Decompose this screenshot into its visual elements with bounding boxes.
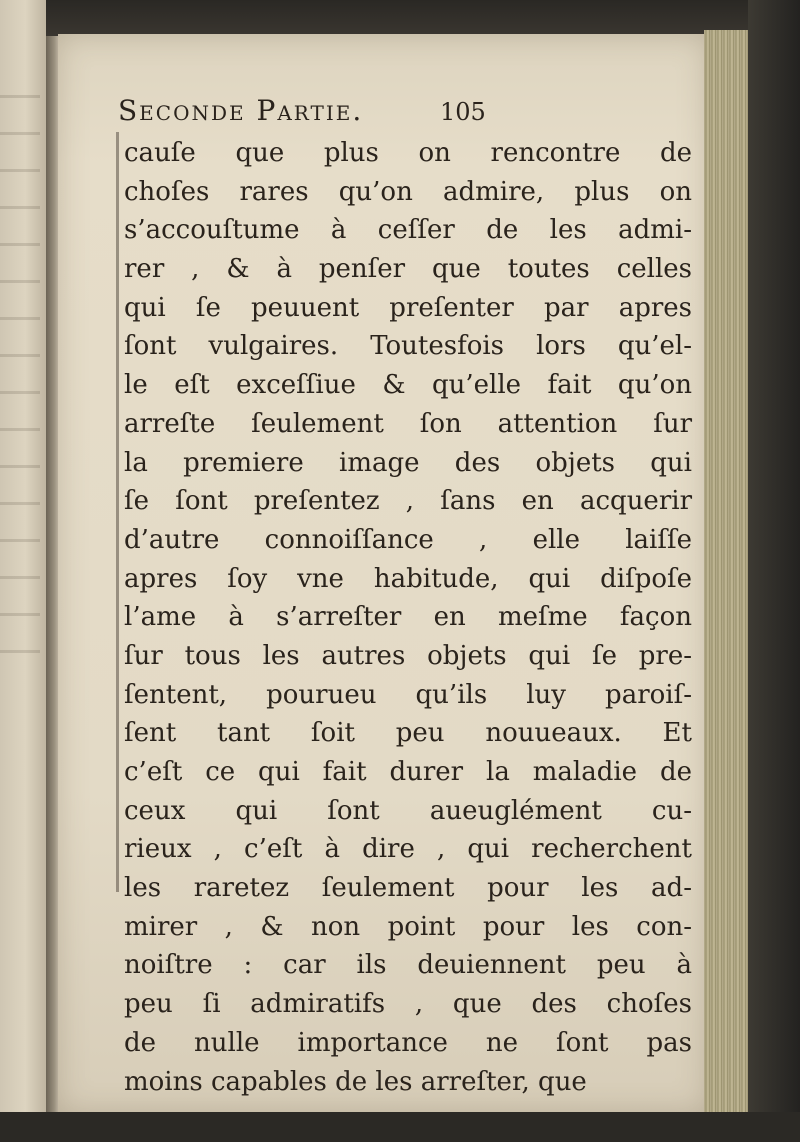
page-number: 105 bbox=[440, 98, 486, 126]
text-line: d’autre connoiſſance , elle laiſſe bbox=[124, 524, 692, 555]
text-line: la premiere image des objets qui bbox=[124, 447, 692, 478]
text-line: rieux , c’eſt à dire , qui recherchent bbox=[124, 834, 692, 865]
text-line: ſent tant ſoit peu nouueaux. Et bbox=[124, 718, 692, 749]
facing-page-edge bbox=[0, 0, 46, 1142]
text-line: ſe ſont preſentez , ſans en acquerir bbox=[124, 486, 692, 517]
text-line: cauſe que plus on rencontre de bbox=[124, 138, 692, 168]
text-line: l’ame à s’arreſter en meſme façon bbox=[124, 602, 692, 633]
margin-rule bbox=[116, 132, 119, 892]
text-line: ſentent, pourueu qu’ils luy paroiſ- bbox=[124, 679, 692, 710]
text-line: c’eſt ce qui fait durer la maladie de bbox=[124, 757, 692, 787]
text-line: le eſt exceſſiue & qu’elle fait qu’on bbox=[124, 370, 692, 401]
text-line: mirer , & non point pour les con- bbox=[124, 911, 692, 942]
text-line: moins capables de les arreſter, que bbox=[124, 1066, 587, 1097]
text-line: noiſtre : car ils deuiennent peu à bbox=[124, 950, 692, 981]
text-line: arreſte ſeulement ſon attention ſur bbox=[124, 408, 692, 439]
text-line: ſont vulgaires. Toutesfois lors qu’el- bbox=[124, 331, 692, 362]
text-line: apres ſoy vne habitude, qui diſpoſe bbox=[124, 563, 692, 594]
text-line: peu ſi admiratifs , que des choſes bbox=[124, 989, 692, 1020]
text-line: de nulle importance ne ſont pas bbox=[124, 1027, 692, 1058]
text-line: ſur tous les autres objets qui ſe pre- bbox=[124, 640, 692, 671]
scan-right-border bbox=[748, 0, 800, 1142]
text-line: choſes rares qu’on admire, plus on bbox=[124, 176, 692, 207]
page-edges-stack bbox=[704, 30, 748, 1120]
text-line: s’accouſtume à ceſſer de les admi- bbox=[124, 215, 692, 246]
scan-top-border bbox=[46, 0, 800, 36]
running-header bbox=[0, 94, 800, 134]
show-through-text bbox=[0, 95, 40, 655]
scan-bottom-border bbox=[0, 1112, 800, 1142]
body-text bbox=[124, 134, 692, 1101]
text-line: ceux qui ſont aueuglément cu- bbox=[124, 795, 692, 826]
text-line: rer , & à penſer que toutes celles bbox=[124, 254, 692, 285]
running-title: Seconde Partie. bbox=[118, 94, 364, 127]
text-line: qui ſe peuuent preſenter par apres bbox=[124, 292, 692, 323]
text-line: les raretez ſeulement pour les ad- bbox=[124, 873, 692, 904]
